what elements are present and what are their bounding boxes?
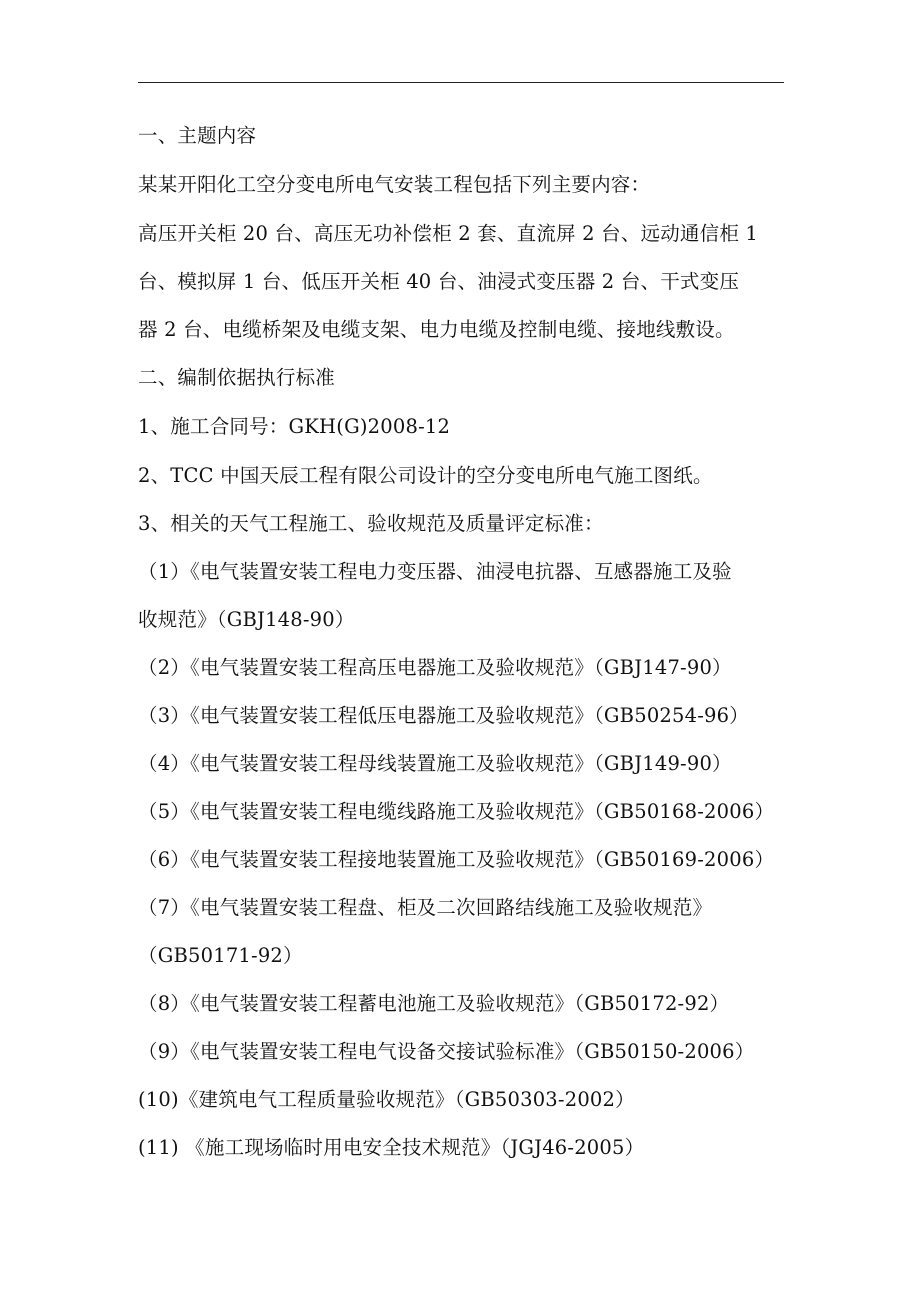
standard-line: （4）《电气装置安装工程母线装置施工及验收规范》（GBJ149-90） bbox=[138, 752, 732, 775]
standard-line: （9）《电气装置安装工程电气设备交接试验标准》（GB50150-2006） bbox=[138, 1040, 755, 1063]
basis-item-1: 1、施工合同号：GKH(G)2008-12 bbox=[138, 415, 451, 438]
standard-line: （3）《电气装置安装工程低压电器施工及验收规范》（GB50254-96） bbox=[138, 704, 749, 727]
standard-line: (10)《建筑电气工程质量验收规范》（GB50303-2002） bbox=[138, 1088, 635, 1111]
standard-line: （1）《电气装置安装工程电力变压器、油浸电抗器、互感器施工及验 bbox=[138, 560, 732, 583]
standard-line: （8）《电气装置安装工程蓄电池施工及验收规范》（GB50172-92） bbox=[138, 992, 730, 1015]
standard-line: （GB50171-92） bbox=[138, 944, 303, 967]
basis-item-2: 2、TCC 中国天辰工程有限公司设计的空分变电所电气施工图纸。 bbox=[138, 464, 713, 487]
content-line: 台、模拟屏 1 台、低压开关柜 40 台、油浸式变压器 2 台、干式变压 bbox=[138, 270, 740, 293]
content-line: 高压开关柜 20 台、高压无功补偿柜 2 套、直流屏 2 台、远动通信柜 1 bbox=[138, 222, 759, 245]
standard-line: （2）《电气装置安装工程高压电器施工及验收规范》（GBJ147-90） bbox=[138, 656, 732, 679]
section1-heading: 一、主题内容 bbox=[138, 124, 257, 147]
standard-line: (11) 《施工现场临时用电安全技术规范》（JGJ46-2005） bbox=[138, 1136, 645, 1159]
standard-line: （7）《电气装置安装工程盘、柜及二次回路结线施工及验收规范》 bbox=[138, 896, 713, 919]
header-rule bbox=[138, 82, 784, 83]
standard-line: （6）《电气装置安装工程接地装置施工及验收规范》（GB50169-2006） bbox=[138, 848, 775, 871]
basis-item-3: 3、相关的天气工程施工、验收规范及质量评定标准： bbox=[138, 512, 604, 535]
standard-line: （5）《电气装置安装工程电缆线路施工及验收规范》（GB50168-2006） bbox=[138, 800, 775, 823]
standard-line: 收规范》（GBJ148-90） bbox=[138, 608, 355, 631]
content-line: 器 2 台、电缆桥架及电缆支架、电力电缆及控制电缆、接地线敷设。 bbox=[138, 318, 735, 341]
section2-heading: 二、编制依据执行标准 bbox=[138, 366, 336, 389]
intro-text: 某某开阳化工空分变电所电气安装工程包括下列主要内容： bbox=[138, 173, 651, 196]
